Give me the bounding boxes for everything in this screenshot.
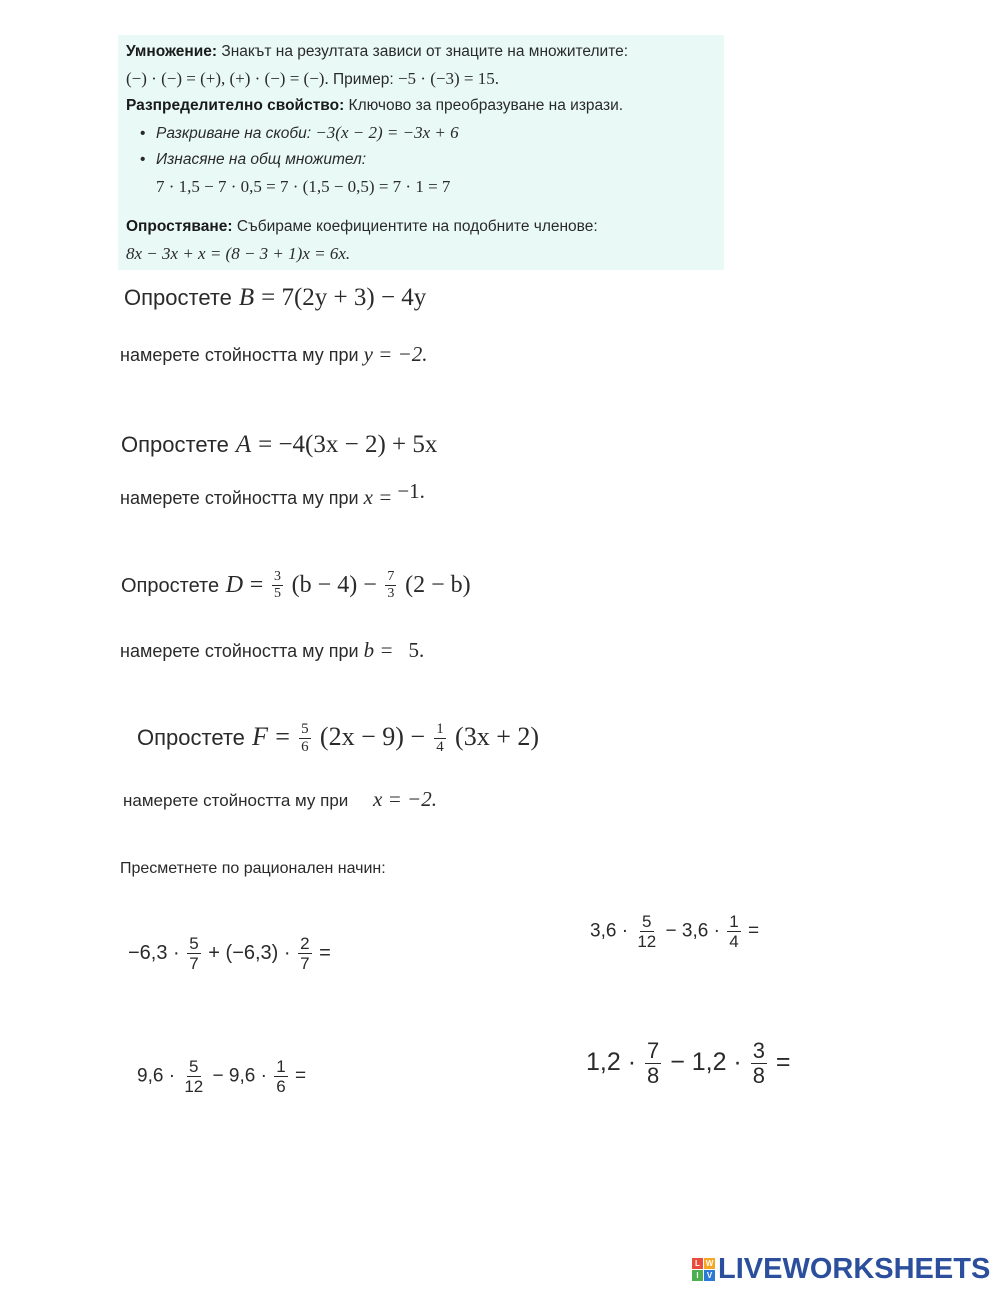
exercise-b-expression: = 7(2y + 3) − 4y	[261, 284, 427, 311]
fraction: $\frac{5}{12}$	[637, 912, 657, 951]
exercise-a-simplify: Опростете A = −4(3x − 2) + 5x	[121, 431, 438, 458]
bullet-icon: •	[140, 124, 146, 142]
fraction: $\frac{1}{6}$	[276, 1057, 286, 1096]
fraction: $\frac{1}{4}$	[436, 720, 444, 755]
bullet-expand-brackets: • Разкриване на скоби: −3(x − 2) = −3x + 6	[126, 120, 716, 148]
exercise-f-evaluate: намерете стойността му при x = −2.	[123, 787, 437, 811]
exercise-d-evaluate: намерете стойността му при b = 5.	[120, 638, 425, 662]
fraction: $\frac{7}{3}$	[387, 569, 395, 601]
logo-text: LIVEWORKSHEETS	[718, 1252, 991, 1285]
rational-title: Пресметнете по рационален начин:	[120, 860, 386, 877]
fraction: $\frac{5}{6}$	[301, 720, 309, 755]
fraction: $\frac{5}{7}$	[189, 934, 199, 973]
fraction: $\frac{5}{12}$	[184, 1057, 204, 1096]
logo-icon: L W I V	[692, 1258, 715, 1281]
simplification-rule: Опростяване: Събираме коефициентите на подобните членове:	[126, 218, 598, 235]
multiplication-rule: Умножение: Знакът на резултата зависи от знаците на множителите:	[126, 43, 629, 60]
simplification-example: 8x − 3x + x = (8 − 3 + 1)x = 6x.	[126, 243, 351, 263]
liveworksheets-logo	[692, 1252, 990, 1286]
bullet-icon: •	[140, 151, 146, 168]
distributive-rule: Разпределително свойство: Ключово за преобразуване на изрази.	[126, 97, 624, 114]
fraction: $\frac{2}{7}$	[300, 934, 310, 973]
bullet-common-factor: • Изнасяне на общ множител:	[126, 147, 716, 174]
rational-expr-1: −6,3 · $\frac{5}{7}$ + (−6,3) · $\frac{2}{7}$ =	[128, 934, 331, 973]
fraction: $\frac{3}{5}$	[274, 569, 281, 601]
multiplication-signs: (−) · (−) = (+), (+) · (−) = (−). Пример: −5 · (−3) = 15.	[126, 68, 499, 88]
rational-expr-4: 1,2 · $\frac{7}{8}$ − 1,2 · $\frac{3}{8}$ =	[586, 1038, 791, 1088]
exercise-b-simplify: Опростете B = 7(2y + 3) − 4y	[124, 284, 427, 311]
exercise-f-simplify: Опростете F = $\frac{5}{6}$ (2x − 9) − $\frac{1}{4}$ (3x + 2)	[137, 720, 540, 755]
rational-expr-3: 9,6 · $\frac{5}{12}$ − 9,6 · $\frac{1}{6}$ =	[137, 1057, 307, 1096]
rules-info-box	[118, 35, 724, 270]
exercise-a-expression: = −4(3x − 2) + 5x	[258, 431, 438, 458]
fraction: $\frac{3}{8}$	[752, 1038, 765, 1088]
rational-expr-2: 3,6 · $\frac{5}{12}$ − 3,6 · $\frac{1}{4}$ =	[590, 912, 760, 951]
exercise-d-simplify: Опростете D = $\frac{3}{5}$ (b − 4) − $\frac{7}{3}$ (2 − b)	[121, 569, 471, 601]
fraction: $\frac{1}{4}$	[729, 912, 739, 951]
exercise-b-evaluate: намерете стойността му при y = −2.	[120, 342, 428, 366]
common-factor-example: 7 · 1,5 − 7 · 0,5 = 7 · (1,5 − 0,5) = 7 · 1 = 7	[156, 176, 451, 196]
exercise-a-evaluate: намерете стойността му при x = −1.	[120, 479, 425, 509]
fraction: $\frac{7}{8}$	[646, 1038, 660, 1088]
